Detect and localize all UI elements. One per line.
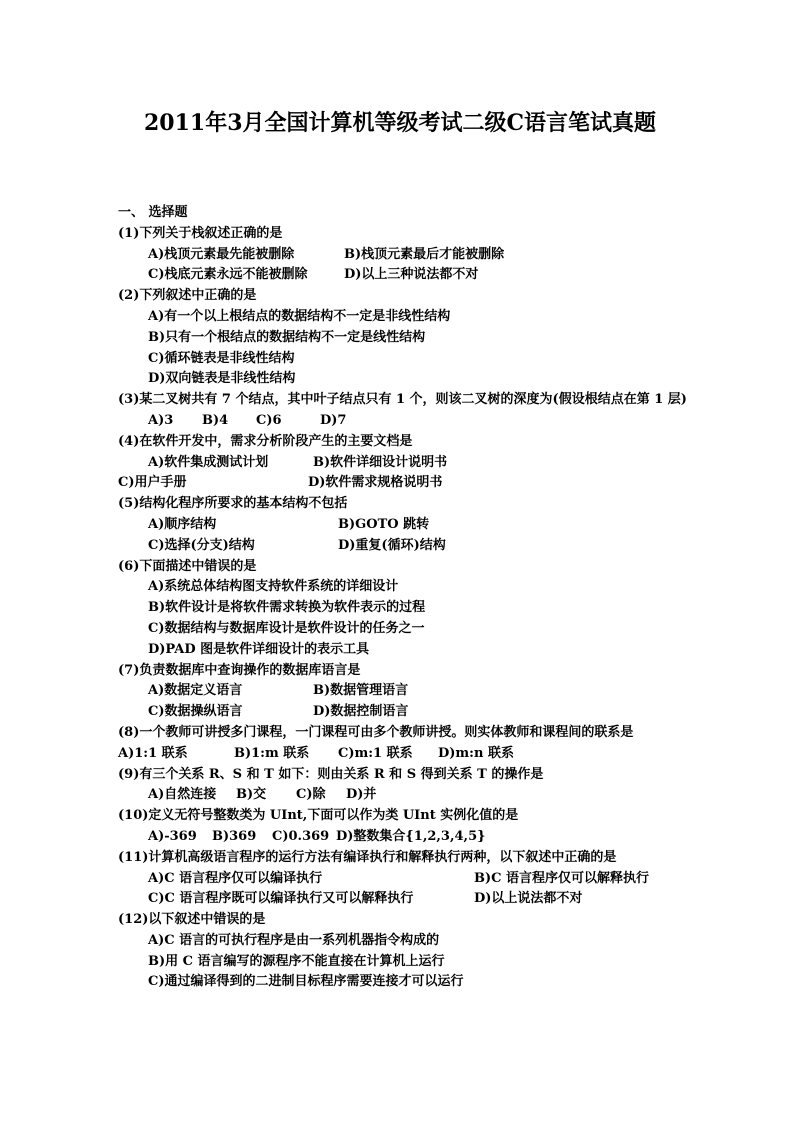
question-7-options-row	[118, 702, 688, 723]
q2-option-b: B)只有一个根结点的数据结构不一定是线性结构	[148, 329, 426, 345]
question-12-stem: (12)以下叙述中错误的是	[118, 912, 266, 928]
q4-option-b: B)软件详细设计说明书	[313, 454, 448, 470]
q3-option-d: D)7	[320, 412, 347, 428]
question-7-options-row	[118, 681, 688, 702]
q8-option-a: A)1:1 联系	[118, 745, 188, 761]
q1-option-c: C)栈底元素永远不能被删除	[148, 267, 308, 283]
question-1-options-row	[118, 245, 688, 266]
q11-option-a: A)C 语言程序仅可以编译执行	[148, 870, 323, 886]
q6-option-b: B)软件设计是将软件需求转换为软件表示的过程	[148, 600, 426, 616]
q10-option-c: C)0.369	[272, 828, 330, 844]
q11-option-b: B)C 语言程序仅可以解释执行	[474, 870, 650, 886]
question-8-options-row	[118, 744, 688, 765]
q7-option-b: B)数据管理语言	[313, 683, 409, 699]
q2-option-d: D)双向链表是非线性结构	[148, 371, 296, 387]
q8-option-d: D)m:n 联系	[438, 745, 514, 761]
q5-option-b: B)GOTO 跳转	[338, 516, 430, 532]
q9-option-a: A)自然连接	[148, 787, 217, 803]
question-11-options-row	[118, 889, 688, 910]
question-4-stem: (4)在软件开发中，需求分析阶段产生的主要文档是	[118, 433, 413, 449]
question-3-options-row	[118, 411, 688, 432]
q8-option-b: B)1:m 联系	[234, 745, 310, 761]
q3-option-c: C)6	[256, 412, 282, 428]
question-8-stem: (8)一个教师可讲授多门课程，一门课程可由多个教师讲授。则实体教师和课程间的联系是	[118, 724, 634, 740]
q4-option-c: C)用户手册	[118, 475, 187, 491]
q3-option-a: A)3	[148, 412, 174, 428]
q10-option-d: D)整数集合{1,2,3,4,5}	[336, 828, 486, 844]
q6-option-c: C)数据结构与数据库设计是软件设计的任务之一	[148, 620, 425, 636]
question-7-stem: (7)负责数据库中查询操作的数据库语言是	[118, 662, 361, 678]
q9-option-c: C)除	[296, 787, 326, 803]
q5-option-c: C)选择(分支)结构	[148, 537, 255, 553]
page-title: 2011年3月全国计算机等级考试二级C语言笔试真题	[143, 110, 657, 136]
q4-option-a: A)软件集成测试计划	[148, 454, 269, 470]
question-10-stem: (10)定义无符号整数类为 UInt,下面可以作为类 UInt 实例化值的是	[118, 808, 519, 824]
section-heading: 一、 选择题	[118, 205, 188, 220]
q9-option-d: D)并	[346, 787, 377, 803]
q10-option-a: A)-369	[148, 828, 197, 844]
question-1-options-row	[118, 265, 688, 286]
question-9-stem: (9)有三个关系 R、S 和 T 如下：则由关系 R 和 S 得到关系 T 的操作是	[118, 766, 544, 782]
question-10-options-row	[118, 827, 688, 848]
q1-option-d: D)以上三种说法都不对	[344, 267, 479, 283]
question-5-options-row	[118, 515, 688, 536]
question-11-stem: (11)计算机高级语言程序的运行方法有编译执行和解释执行两种，以下叙述中正确的是	[118, 849, 617, 865]
q7-option-d: D)数据控制语言	[313, 704, 409, 720]
q7-option-c: C)数据操纵语言	[148, 704, 243, 720]
q1-option-a: A)栈顶元素最先能被删除	[148, 246, 295, 262]
q7-option-a: A)数据定义语言	[148, 683, 243, 699]
q5-option-d: D)重复(循环)结构	[338, 537, 446, 553]
question-3-stem: (3)某二叉树共有 7 个结点，其中叶子结点只有 1 个，则该二叉树的深度为(假设根结点在第 1 层)	[118, 392, 687, 408]
q12-option-a: A)C 语言的可执行程序是由一系列机器指令构成的	[148, 932, 440, 948]
q8-option-c: C)m:1 联系	[338, 745, 413, 761]
q11-option-d: D)以上说法都不对	[474, 891, 583, 907]
q12-option-c: C)通过编译得到的二进制目标程序需要连接才可以运行	[148, 974, 464, 990]
question-1-stem: (1)下列关于栈叙述正确的是	[118, 225, 283, 241]
q12-option-b: B)用 C 语言编写的源程序不能直接在计算机上运行	[148, 953, 445, 969]
q3-option-b: B)4	[202, 412, 229, 428]
question-9-options-row	[118, 785, 688, 806]
q2-option-c: C)循环链表是非线性结构	[148, 350, 295, 366]
q6-option-d: D)PAD 图是软件详细设计的表示工具	[148, 641, 370, 657]
q4-option-d: D)软件需求规格说明书	[308, 475, 443, 491]
q9-option-b: B)交	[236, 787, 267, 803]
question-4-options-row	[118, 473, 688, 494]
question-5-stem: (5)结构化程序所要求的基本结构不包括	[118, 496, 348, 512]
q5-option-a: A)顺序结构	[148, 516, 217, 532]
exam-content	[118, 203, 688, 993]
q10-option-b: B)369	[212, 828, 257, 844]
question-4-options-row	[118, 453, 688, 474]
q6-option-a: A)系统总体结构图支持软件系统的详细设计	[148, 579, 399, 595]
question-6-stem: (6)下面描述中错误的是	[118, 558, 257, 574]
q1-option-b: B)栈顶元素最后才能被删除	[344, 246, 505, 262]
question-5-options-row	[118, 536, 688, 557]
question-11-options-row	[118, 869, 688, 890]
question-2-stem: (2)下列叙述中正确的是	[118, 288, 257, 304]
q11-option-c: C)C 语言程序既可以编译执行又可以解释执行	[148, 891, 414, 907]
q2-option-a: A)有一个以上根结点的数据结构不一定是非线性结构	[148, 308, 451, 324]
